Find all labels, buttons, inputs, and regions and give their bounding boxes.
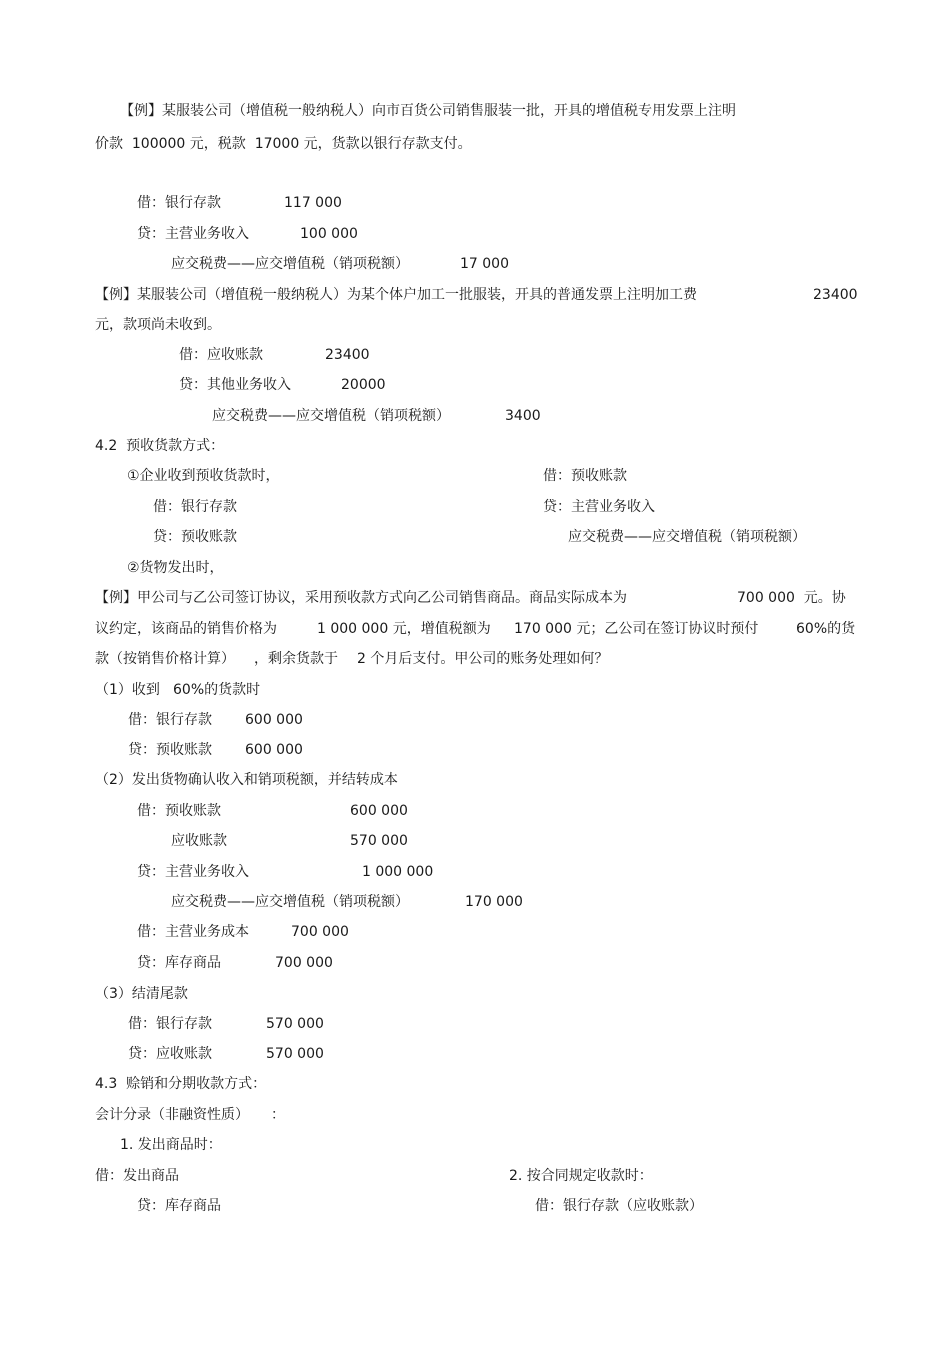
example-3-para-2d: 60%的货	[796, 621, 856, 637]
example-3-step-1-title-b: 60%的货款时	[173, 682, 261, 698]
example-3-para-1a: 【例】甲公司与乙公司签订协议，采用预收款方式向乙公司销售商品。商品实际成本为	[95, 590, 627, 606]
section-4-3-step-1-debit: 借：发出商品	[95, 1168, 179, 1184]
example-3-cost-debit-label: 借：主营业务成本	[137, 924, 249, 940]
section-4-2-heading: 4.2 预收货款方式：	[95, 438, 225, 454]
section-4-3-step-1-credit: 贷：库存商品	[137, 1198, 221, 1214]
example-2-fee-amount: 23400	[813, 287, 858, 303]
example-3-step-3-credit-label: 贷：应收账款	[128, 1046, 212, 1062]
example-3-step-2-credit-1-amount: 1 000 000	[362, 864, 434, 880]
example-1-debit-label: 借：银行存款	[137, 195, 221, 211]
section-4-2-step-2-debit: 借：预收账款	[543, 468, 627, 484]
example-3-step-3-debit-amount: 570 000	[266, 1016, 324, 1032]
example-3-step-2-credit-2-label: 应交税费——应交增值税（销项税额）	[171, 894, 409, 910]
example-1-tax-label: 应交税费——应交增值税（销项税额）	[171, 256, 409, 272]
example-3-para-3b: ，剩余货款于	[254, 651, 338, 667]
example-3-para-2c: 170 000 元；乙公司在签订协议时预付	[514, 621, 759, 637]
example-1-debit-amount: 117 000	[284, 195, 342, 211]
example-2-tax-label: 应交税费——应交增值税（销项税额）	[212, 408, 450, 424]
example-2-line-1: 【例】某服装公司（增值税一般纳税人）为某个体户加工一批服装，开具的普通发票上注明加工费	[95, 287, 697, 303]
example-1-line-1: 【例】某服装公司（增值税一般纳税人）向市百货公司销售服装一批，开具的增值税专用发票上注明	[120, 103, 736, 119]
example-2-credit-amount: 20000	[341, 377, 386, 393]
example-1-tax-amount: 17 000	[460, 256, 509, 272]
section-4-3-entries-title: 会计分录（非融资性质）	[95, 1107, 249, 1123]
example-3-step-1-credit-amount: 600 000	[245, 742, 303, 758]
section-4-3-step-1: 1. 发出商品时：	[120, 1137, 222, 1153]
example-3-step-2-credit-2-amount: 170 000	[465, 894, 523, 910]
example-3-step-1-debit-label: 借：银行存款	[128, 712, 212, 728]
example-3-para-2b: 1 000 000 元，增值税额为	[317, 621, 491, 637]
section-4-3-step-2-debit: 借：银行存款（应收账款）	[535, 1198, 703, 1214]
example-3-cost-debit-amount: 700 000	[291, 924, 349, 940]
example-3-step-1-title-a: （1）收到	[95, 682, 160, 698]
example-3-step-3-credit-amount: 570 000	[266, 1046, 324, 1062]
section-4-3-heading: 4.3 赊销和分期收款方式：	[95, 1076, 267, 1092]
example-3-para-3c: 2 个月后支付。甲公司的账务处理如何？	[357, 651, 609, 667]
example-3-step-2-title: （2）发出货物确认收入和销项税额，并结转成本	[95, 772, 398, 788]
example-1-credit-label: 贷：主营业务收入	[137, 226, 249, 242]
example-3-step-3-debit-label: 借：银行存款	[128, 1016, 212, 1032]
example-3-para-1b: 700 000 元。协	[737, 590, 846, 606]
example-1-credit-amount: 100 000	[300, 226, 358, 242]
example-3-step-2-credit-1-label: 贷：主营业务收入	[137, 864, 249, 880]
section-4-2-step-2-credit: 贷：主营业务收入	[543, 499, 655, 515]
example-3-para-3a: 款（按销售价格计算）	[95, 651, 235, 667]
example-3-step-2-debit-1-label: 借：预收账款	[137, 803, 221, 819]
section-4-2-step-1-debit: 借：银行存款	[153, 499, 237, 515]
section-4-2-step-2: ②货物发出时，	[127, 560, 224, 576]
section-4-3-entries-colon: ：	[271, 1107, 285, 1123]
example-2-debit-amount: 23400	[325, 347, 370, 363]
example-3-step-1-credit-label: 贷：预收账款	[128, 742, 212, 758]
section-4-2-step-2-tax: 应交税费——应交增值税（销项税额）	[568, 529, 806, 545]
example-3-step-2-debit-2-label: 应收账款	[171, 833, 227, 849]
example-2-debit-label: 借：应收账款	[179, 347, 263, 363]
example-3-step-1-debit-amount: 600 000	[245, 712, 303, 728]
section-4-2-step-1-credit: 贷：预收账款	[153, 529, 237, 545]
example-2-credit-label: 贷：其他业务收入	[179, 377, 291, 393]
section-4-3-step-2: 2. 按合同规定收款时：	[509, 1168, 653, 1184]
example-2-tax-amount: 3400	[505, 408, 541, 424]
example-3-cost-credit-amount: 700 000	[275, 955, 333, 971]
section-4-2-step-1: ①企业收到预收货款时，	[127, 468, 280, 484]
example-1-line-2: 价款 100000 元，税款 17000 元，货款以银行存款支付。	[95, 136, 472, 152]
example-2-line-2: 元，款项尚未收到。	[95, 317, 221, 333]
example-3-step-2-debit-2-amount: 570 000	[350, 833, 408, 849]
example-3-step-3-title: （3）结清尾款	[95, 986, 188, 1002]
example-3-para-2a: 议约定，该商品的销售价格为	[95, 621, 277, 637]
example-3-cost-credit-label: 贷：库存商品	[137, 955, 221, 971]
example-3-step-2-debit-1-amount: 600 000	[350, 803, 408, 819]
